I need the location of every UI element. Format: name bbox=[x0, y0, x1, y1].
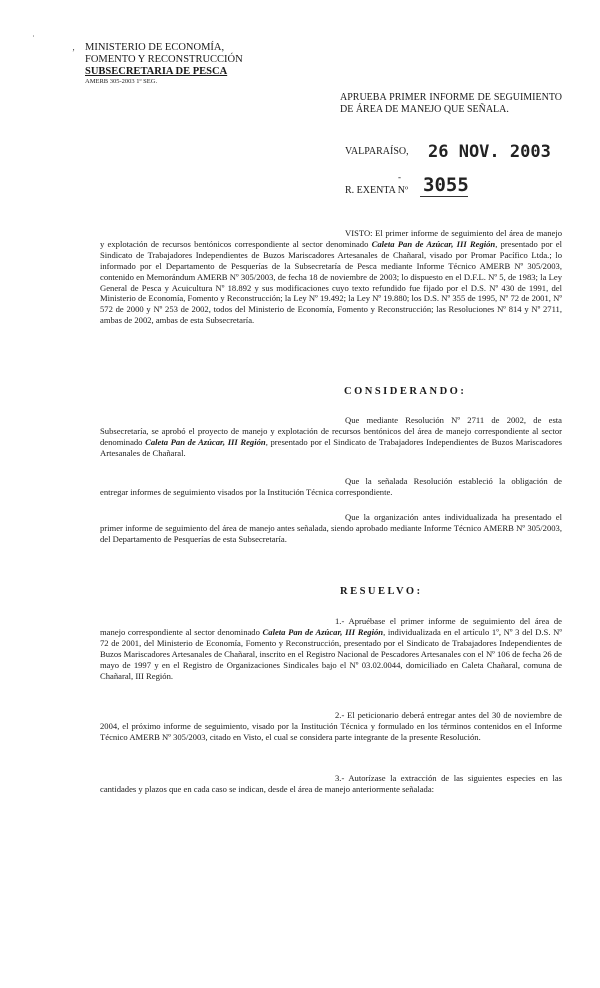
date-stamp: 26 NOV. 2003 bbox=[428, 142, 551, 162]
dash-mark: - bbox=[398, 172, 401, 182]
stray-mark: ‚ bbox=[72, 42, 75, 52]
sector-name: Caleta Pan de Azúcar, III Región bbox=[262, 626, 384, 637]
subsecretaria: SUBSECRETARIA DE PESCA bbox=[85, 66, 228, 77]
underline bbox=[420, 196, 468, 197]
considerando-3: Que la organización antes individualizada ha presentado el primer informe de seguimiento del área de manejo antes señalada, siendo aprobado mediante Informe Técnico AMERB Nº 305/2003, del Departamento de Pesquerías de esta Subsecretaría. bbox=[100, 512, 562, 544]
considerando-2: Que la señalada Resolución estableció la obligación de entregar informes de seguimiento visados por la Institución Técnica correspondiente. bbox=[100, 476, 562, 497]
resuelvo-1: 1.- Apruébase el primer informe de seguimiento del área de manejo correspondiente al sector denominado Caleta Pan de Azúcar, III Región, individualizada en el artículo 1º, Nº 3 del D.S. Nº 72 de 2001, del Ministerio de Economía, Fomento y Reconstrucción, presentado por el Sindicato de Trabajadores Independientes de Buzos Mariscadores Artesanales de Chañaral, inscrito en el Registro Nacional de Pescadores Artesanales con el Nº 106 de fecha 26 de mayo de 1997 y en el Registro de Organizaciones Sindicales bajo el Nº 03.02.0044, domiciliado en Caleta Chañaral, comuna de Chañaral, III Región. bbox=[100, 616, 562, 681]
visto-paragraph: VISTO: El primer informe de seguimiento del área de manejo y explotación de recursos bentónicos correspondiente al sector denominado Caleta Pan de Azúcar, III Región, presentado por el Sindicato de Trabajadores Independientes de Buzos Mariscadores Artesanales de Chañaral, visado por Promar Pacífico Ltda.; lo informado por el Departamento de Pesquerías de la Subsecretaría de Pesca mediante Informe Técnico AMERB Nº 305/2003, contenido en Memorándum AMERB Nº 305/2003, de fecha 18 de noviembre de 2003; lo dispuesto en el D.F.L. Nº 5, de 1983; la Ley General de Pesca y Acuicultura Nº 18.892 y sus modificaciones cuyo texto refundido fue fijado por el D.S. Nº 430 de 1991, del Ministerio de Economía, Fomento y Reconstrucción; la Ley Nº 19.492; la Ley Nº 19.880; los D.S. Nº 355 de 1995, Nº 72 de 2001, Nº 572 de 2000 y Nº 253 de 2002, todos del Ministerio de Economía, Fomento y Reconstrucción; las Resoluciones Nº 814 y Nº 2711, ambas de 2002, ambas de esta Subsecretaría. bbox=[100, 228, 563, 326]
resolution-label: R. EXENTA Nº bbox=[345, 185, 409, 196]
resuelvo-heading: RESUELVO: bbox=[340, 586, 423, 597]
considerando-heading: CONSIDERANDO: bbox=[344, 386, 467, 397]
sector-name: Caleta Pan de Azúcar, III Región bbox=[145, 436, 266, 447]
visto-first: VISTO: El primer informe de seguimiento del área bbox=[345, 228, 524, 238]
resolution-number: 3055 bbox=[423, 174, 469, 196]
place: VALPARAÍSO, bbox=[345, 146, 409, 157]
document-subject: APRUEBA PRIMER INFORME DE SEGUIMIENTO DE ÁREA DE MANEJO QUE SEÑALA. bbox=[340, 92, 562, 115]
sector-name: Caleta Pan de Azúcar, III Región bbox=[371, 238, 496, 249]
stray-mark: ˙ bbox=[32, 34, 35, 44]
resuelvo-3: 3.- Autorízase la extracción de las siguientes especies en las cantidades y plazos que en cada caso se indican, desde el área de manejo anteriormente señalada: bbox=[100, 773, 562, 794]
letterhead bbox=[85, 42, 243, 86]
considerando-1: Que mediante Resolución Nº 2711 de 2002, de esta Subsecretaría, se aprobó el proyecto de manejo y explotación de recursos bentónicos del área de manejo correspondiente al sector denominado Caleta Pan de Azúcar, III Región, presentado por el Sindicato de Trabajadores Independientes de Buzos Mariscadores Artesanales de Chañaral. bbox=[100, 415, 562, 458]
file-reference: AMERB 305-2003 1º SEG. bbox=[85, 78, 158, 85]
ministry-name-2: FOMENTO Y RECONSTRUCCIÓN bbox=[85, 54, 243, 65]
resuelvo-2: 2.- El peticionario deberá entregar antes del 30 de noviembre de 2004, el próximo informe de seguimiento, visado por la Institución Técnica y formulado en los términos contenidos en el Informe Técnico AMERB Nº 305/2003, citado en Visto, el cual se considera parte integrante de la presente Resolución. bbox=[100, 710, 562, 742]
ministry-name: MINISTERIO DE ECONOMÍA, bbox=[85, 42, 225, 53]
